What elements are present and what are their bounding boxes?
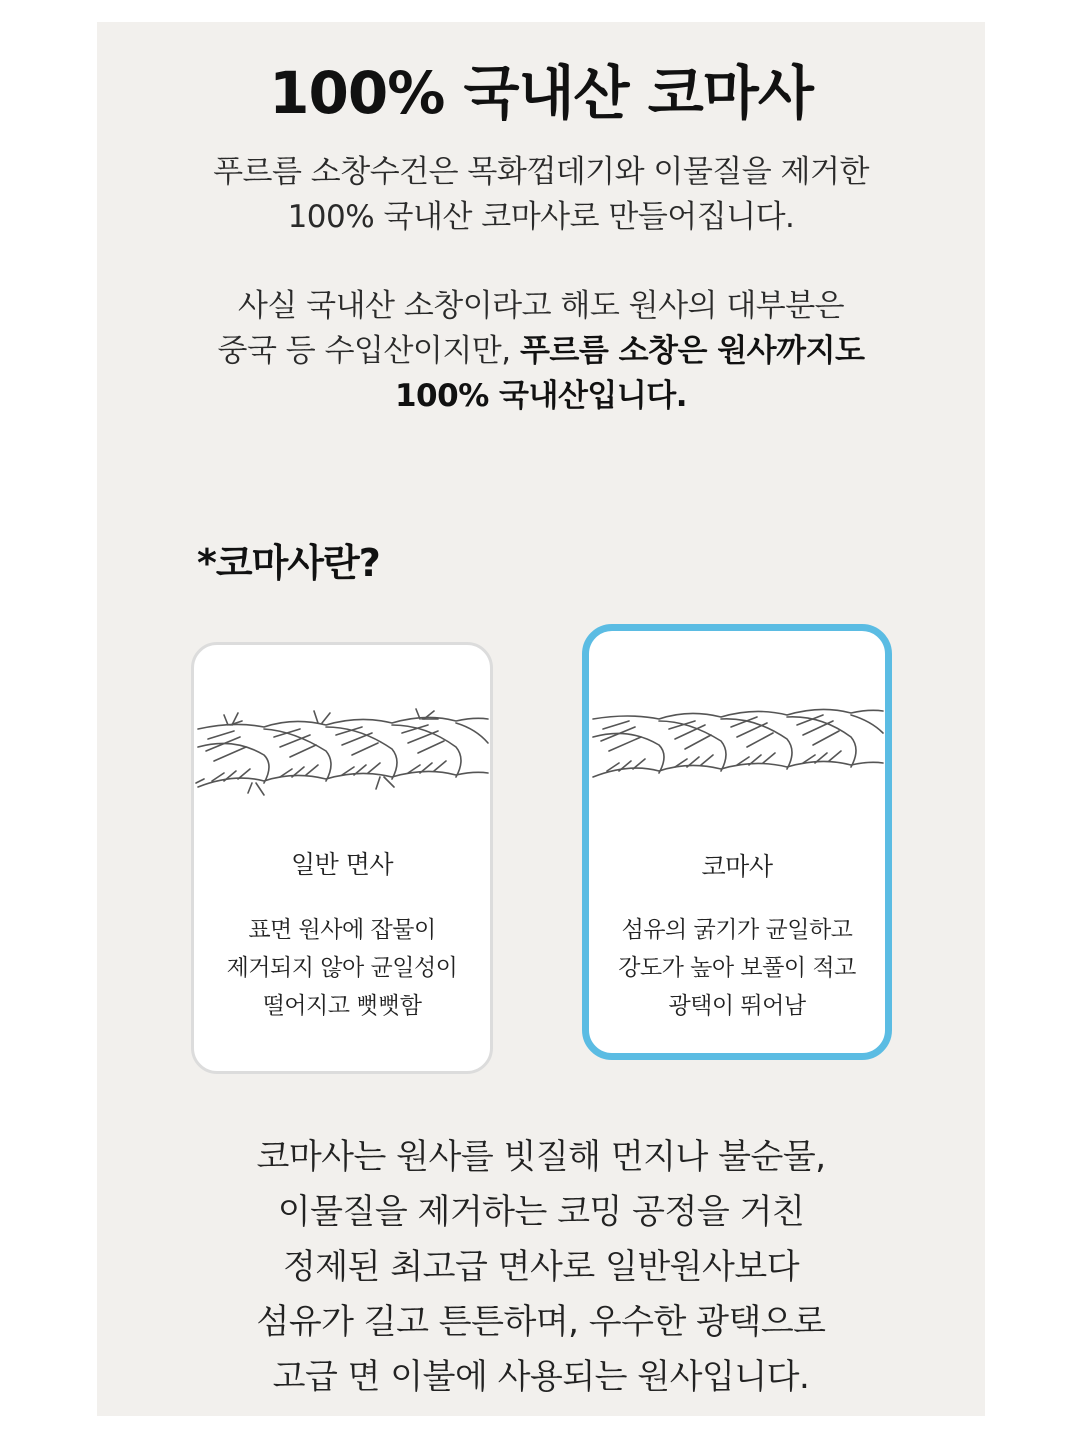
outro-line-4: 섬유가 길고 튼튼하며, 우수한 광택으로 [256,1302,826,1342]
card-regular-description [194,911,490,1025]
outro-line-5: 고급 면 이불에 사용되는 원사입니다. [272,1357,810,1397]
origin-line-2-normal: 중국 등 수입산이지만, [217,333,520,369]
outro-line-1: 코마사는 원사를 빗질해 먼지나 불순물, [256,1137,826,1177]
origin-line-2-bold: 푸르름 소창은 원사까지도 [519,333,865,369]
outro-line-3: 정제된 최고급 면사로 일반원사보다 [282,1247,800,1287]
outro-line-2: 이물질을 제거하는 코밍 공정을 거친 [277,1192,805,1232]
content-panel [97,22,985,1416]
card-regular-title: 일반 면사 [290,850,394,879]
origin-paragraph [97,284,985,419]
card-combed-desc-3: 광택이 뛰어남 [668,993,806,1019]
card-regular-desc-3: 떨어지고 뻣뻣함 [262,993,422,1019]
card-regular-desc-2: 제거되지 않아 균일성이 [226,955,458,981]
section-heading: *코마사란? [197,541,380,585]
card-combed-desc-2: 강도가 높아 보풀이 적고 [618,955,856,981]
intro-line-1: 푸르름 소창수건은 목화껍데기와 이물질을 제거한 [213,154,869,190]
card-combed-yarn [582,624,892,1060]
card-combed-desc-1: 섬유의 굵기가 균일하고 [621,917,853,943]
origin-line-2 [97,329,985,374]
card-combed-title: 코마사 [701,852,773,881]
card-regular-desc-1: 표면 원사에 잡물이 [248,917,436,943]
origin-line-3: 100% 국내산입니다. [394,378,687,414]
card-regular-cotton [191,642,493,1074]
card-combed-description [589,911,885,1025]
page-title: 100% 국내산 코마사 [269,59,813,127]
origin-line-1: 사실 국내산 소창이라고 해도 원사의 대부분은 [237,288,845,324]
combed-yarn-explanation [97,1130,985,1405]
smooth-yarn-icon [589,707,885,787]
fuzzy-yarn-icon [194,707,490,797]
intro-line-2: 100% 국내산 코마사로 만들어집니다. [287,199,795,235]
intro-paragraph [97,150,985,240]
